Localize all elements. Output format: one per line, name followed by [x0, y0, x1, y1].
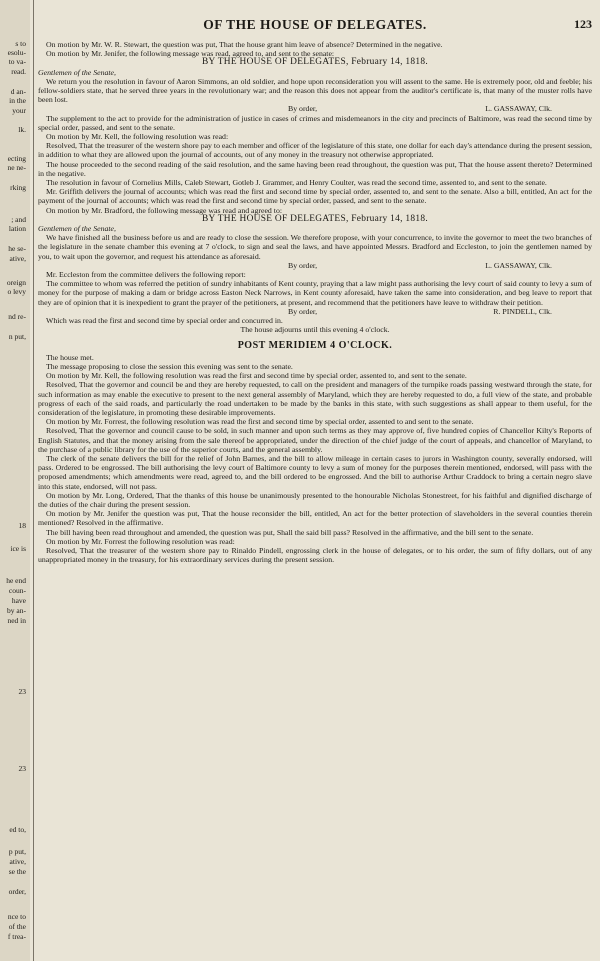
paragraph: On motion by Mr. Bradford, the following message was read and agreed to: [46, 205, 283, 215]
left-margin-strip [0, 0, 30, 961]
margin-fragment: f trea- [7, 932, 26, 941]
signature-line [38, 307, 592, 316]
margin-fragment: order, [8, 887, 26, 896]
paragraph: The supplement to the act to provide for the administration of justice in cases of crimes and misdemeanors in the city and precincts of Baltimore, was read the second time by special order, passed, and sent to the senate. [38, 113, 592, 132]
margin-fragment: ned in [7, 616, 26, 625]
margin-fragment: in the [9, 96, 26, 105]
paragraph: Mr. Griffith delivers the journal of accounts; which was read the first and second time by special order, assented to, and sent to the senate. Also a bill, entitled, An act for the payment of the journal of accounts; which was read the first and second time by special order, passed, and sent to the senate. [38, 187, 592, 206]
margin-fragment: n put, [8, 332, 26, 341]
paragraph: We have finished all the business before us and are ready to close the session. We therefore propose, with your concurrence, to invite the governor to meet the two branches of the legislature in the senate chamber this evening at 7 o'clock, to sign and seal the laws, and have appointed Messrs. Bradford and Eccleston, to join the gentlemen named by you, to wait upon the governor, and request his attendance as aforesaid. [38, 233, 592, 261]
paragraph: On motion by Mr. Kell, the following resolution was read: [46, 132, 229, 142]
margin-fragment: s to [15, 39, 26, 48]
salutation: Gentlemen of the Senate, [38, 224, 116, 234]
paragraph: The bill having been read throughout and amended, the question was put, Shall the said bill pass? Resolved in the affirmative, and the bill sent to the senate. [46, 527, 534, 537]
salutation: Gentlemen of the Senate, [38, 67, 116, 77]
margin-fragment: ecting [7, 154, 26, 163]
paragraph: On motion by Mr. Forrest the following resolution was read: [46, 536, 235, 546]
margin-fragment: ative, [9, 857, 26, 866]
document-body [38, 40, 592, 564]
signature-label: By order, [288, 104, 318, 114]
margin-fragment: oreign [6, 278, 26, 287]
paragraph: On motion by Mr. Long, Ordered, That the thanks of this house be unanimously presented to the honourable Nicholas Stonestreet, for his faithful and dignified discharge of the duties of the chair during the present session. [38, 490, 592, 509]
margin-fragment: lk. [18, 125, 26, 134]
paragraph: On motion by Mr. Jenifer, the following message was read, agreed to, and sent to the senate: [46, 49, 335, 59]
message-heading: BY THE HOUSE OF DELEGATES, February 14, 1818. [202, 57, 428, 68]
margin-fragment: ; and [11, 215, 26, 224]
margin-fragment: 18 [18, 521, 26, 530]
signature-label: By order, [288, 260, 318, 270]
paragraph: On motion by Mr. Forrest, the following resolution was read the first and second time by special order, assented to and sent to the senate. [46, 417, 474, 427]
margin-fragment: nd re- [8, 312, 26, 321]
margin-fragment: lation [8, 224, 26, 233]
paragraph: Resolved, That the governor and council cause to be sold, in such manner and upon such terms as they may approve of, five hundred copies of Chancellor Kilty's Reports of English Statutes, and that the money arising from the sale thereof be appropriated, under the direction of the chief judge of the court of appeals, and chancellor of Maryland, to the purchase of a public library for the use of the superior courts, and the general assembly. [38, 426, 592, 454]
paragraph: Resolved, That the governor and council be and they are hereby requested, to call on the president and managers of the turnpike roads passing westward through the state, for such information as may enable the executive to present to the next general assembly of Maryland, which they are hereby requested to do, a full view of the state, and probable progress of each of the said roads, and particularly the road undertaken to be made by the banks in this state, with such suggestions as shall appear to them useful, for the consideration of the legislature, in promoting these desirable improvements. [38, 380, 592, 417]
section-heading: POST MERIDIEM 4 O'CLOCK. [237, 339, 393, 351]
paragraph: Resolved, That the treasurer of the western shore pay to each member and officer of the legislature of this state, one dollar for each day's attendance during the present session, in addition to what they are allowed upon the journal of accounts, out of any money in the treasury not otherwise appropriated. [38, 141, 592, 160]
page-border-line [33, 0, 34, 961]
paragraph: The house proceeded to the second reading of the said resolution, and the same having been read throughout, the question was put, That the house assent thereto? Determined in the negative. [38, 159, 592, 178]
signature-name: L. GASSAWAY, Clk. [485, 104, 552, 114]
signature-label: By order, [288, 306, 318, 316]
paragraph: The house met. [46, 352, 94, 362]
paragraph: We return you the resolution in favour of Aaron Simmons, an old soldier, and hope upon reconsideration you will assent to the same. He is extremely poor, old and feeble; his fellow-soldiers state, that he served three years in the revolutionary war; and the reason this does not appear from the auditor's certificate is, that many of the muster rolls have been lost. [38, 76, 592, 105]
adjournment-line: The house adjourns until this evening 4 o'clock. [240, 325, 390, 335]
margin-fragment: se the [8, 867, 26, 876]
margin-fragment: to va- [8, 57, 26, 66]
margin-fragment: he se- [8, 244, 26, 253]
running-header [38, 17, 592, 36]
margin-fragment: 23 [18, 687, 26, 696]
margin-fragment: rking [10, 183, 26, 192]
margin-fragment: o levy [7, 287, 26, 296]
paragraph: The clerk of the senate delivers the bill for the relief of John Barnes, and the bill to allow mileage in certain cases to jurors in Washington county, severally endorsed, will pass. Ordered to be engrossed. The bill authorising the levy court of Baltimore county to levy a sum of money for the purposes therein mentioned, endorsed, will pass with the proposed amendments; which amendments were read, agreed to, and the bill ordered to be engrossed. And the bill to authorise Arthur Craddock to bring a certain negro slave into this state, endorsed, will not pass. [38, 453, 592, 491]
margin-fragment: 23 [18, 764, 26, 773]
paragraph: Which was read the first and second time by special order and concurred in. [46, 316, 283, 326]
margin-fragment: nce to [7, 912, 26, 921]
paragraph: On motion by Mr. Kell, the following resolution was read the first and second time by special order, assented to, and sent to the senate. [46, 371, 467, 381]
signature-name: R. PINDELL, Clk. [493, 306, 552, 316]
margin-fragment: ed to, [9, 825, 26, 834]
signature-line [38, 104, 592, 113]
signature-name: L. GASSAWAY, Clk. [485, 260, 552, 270]
margin-fragment: your [12, 106, 26, 115]
signature-line [38, 261, 592, 270]
paragraph: The committee to whom was referred the petition of sundry inhabitants of Kent county, praying that a law might pass authorising the levy court of said county to levy a sum of money for the purpose of making a dam or bridge across Easton Neck Narrows, in Kent county aforesaid, have taken the same into consideration, and beg leave to report that they are of opinion that it is inexpedient to grant the prayer of the petitioners, at present, and recommend that the petitioners have leave to withdraw their petition. [38, 279, 593, 307]
paragraph: The resolution in favour of Cornelius Mills, Caleb Stewart, Gotleb J. Grammer, and Henry Coulter, was read the second time, assented to, and sent to the senate. [46, 178, 547, 188]
margin-fragment: he end [6, 576, 26, 585]
paragraph: The message proposing to close the session this evening was sent to the senate. [46, 361, 293, 371]
paragraph: On motion by Mr. W. R. Stewart, the question was put, That the house grant him leave of absence? Determined in the negative. [46, 40, 443, 49]
margin-fragment: read. [11, 67, 26, 76]
page-title: OF THE HOUSE OF DELEGATES. [203, 17, 427, 32]
paragraph: Resolved, That the treasurer of the western shore pay to Rinaldo Pindell, engrossing clerk in the house of delegates, or to his order, the sum of fifty dollars, out of any unappropriated money in the treasury, for his extraordinary services during the present session. [38, 545, 592, 565]
document-page [38, 17, 593, 565]
margin-fragment: esolu- [7, 48, 26, 57]
margin-fragment: ne ne- [7, 163, 26, 172]
margin-fragment: ative, [9, 254, 26, 263]
paragraph: On motion by Mr. Jenifer the question was put, That the house reconsider the bill, entitled, An act for the better protection of slaveholders in the several counties therein mentioned? Resolved in the affirmative. [38, 509, 592, 528]
margin-fragment: d an- [10, 87, 26, 96]
margin-fragment: of the [8, 922, 26, 931]
margin-fragment: have [11, 596, 26, 605]
margin-fragment: by an- [7, 606, 26, 615]
page-number: 123 [574, 17, 592, 31]
paragraph: Mr. Eccleston from the committee delivers the following report: [46, 270, 246, 280]
message-heading: BY THE HOUSE OF DELEGATES, February 14, 1818. [202, 213, 428, 224]
margin-fragment: p put, [8, 847, 26, 856]
margin-fragment: ice is [10, 544, 26, 553]
margin-fragment: coun- [8, 586, 26, 595]
